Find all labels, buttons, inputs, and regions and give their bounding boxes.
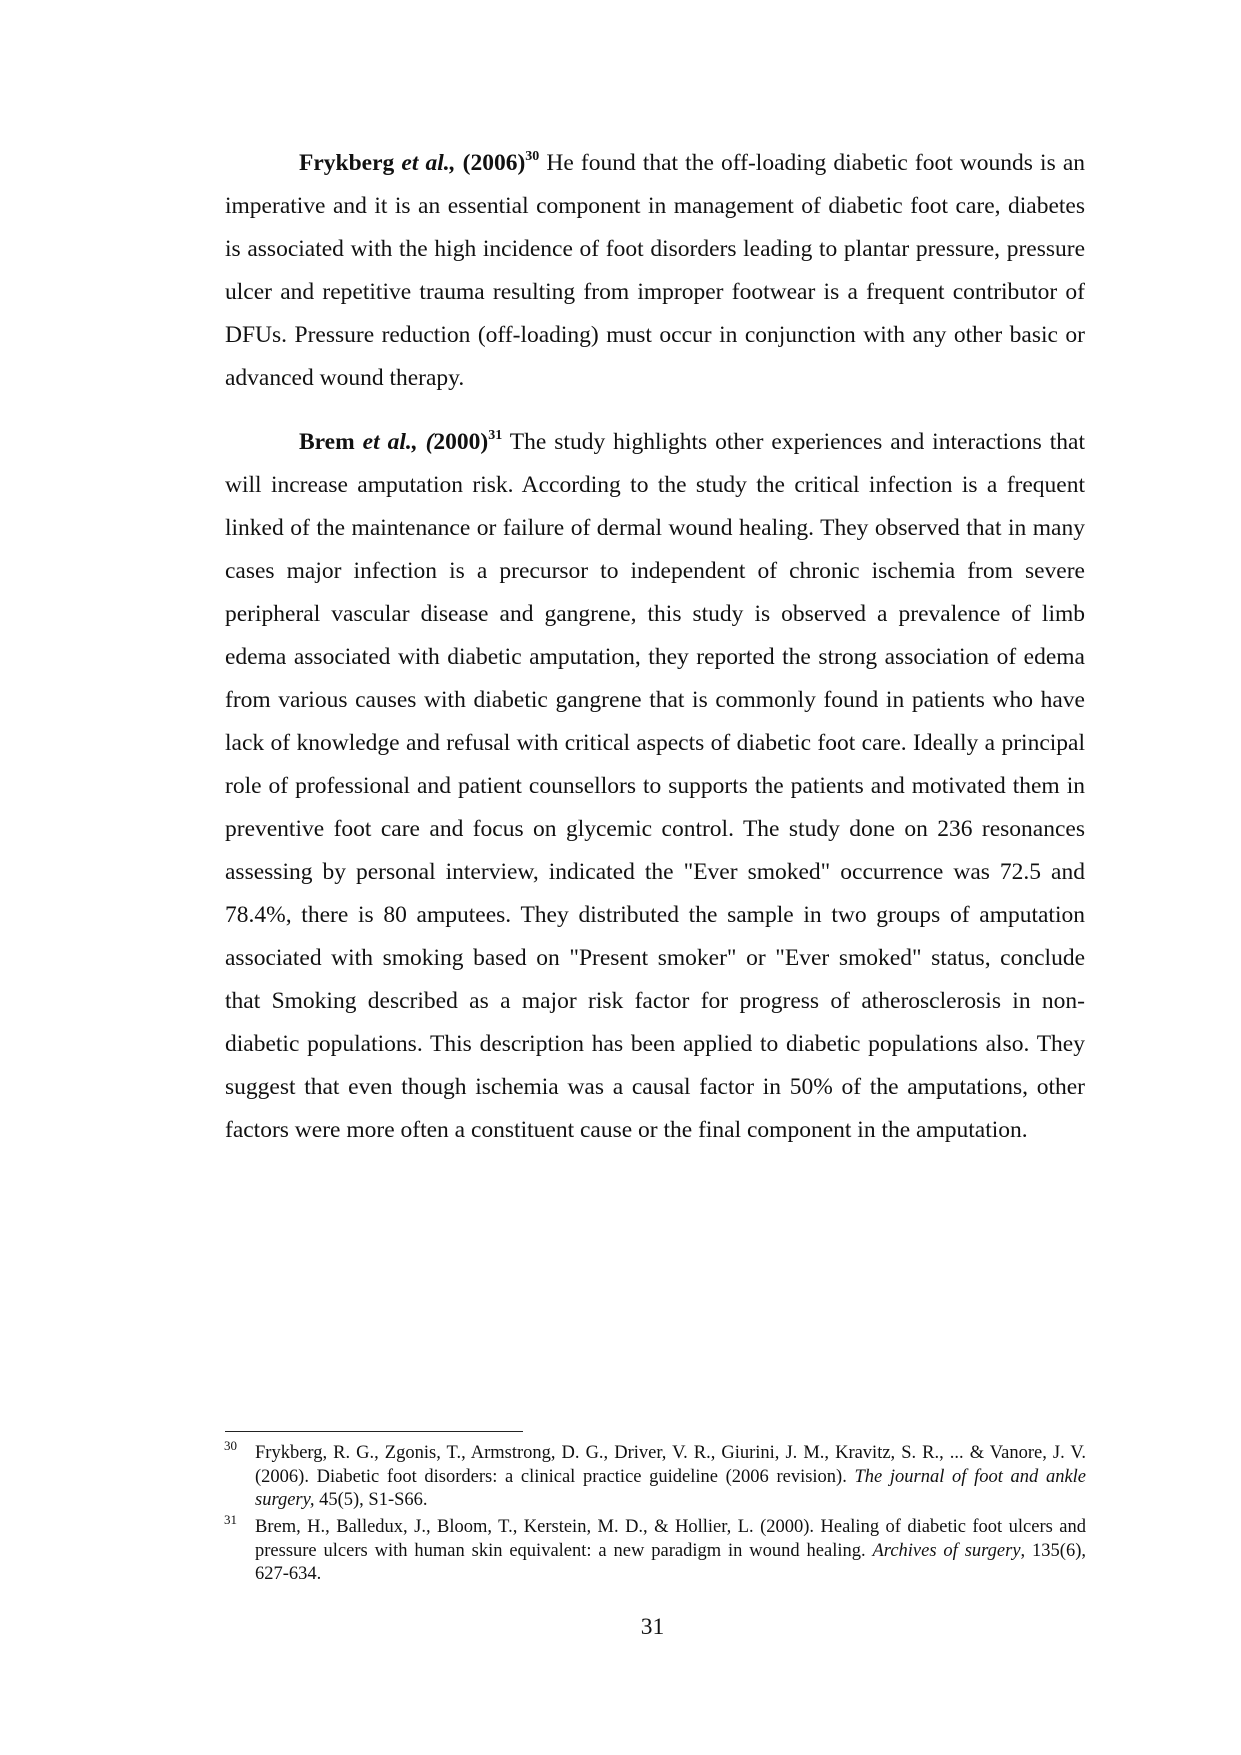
footnote-journal: The journal of foot and ankle surgery, [255, 1466, 1087, 1510]
footnote-text [255, 1442, 1086, 1513]
paragraph-body: The study highlights other experiences and interactions that will increase amputation risk. According to the study the critical infection is a frequent linked of the maintenance or failure of dermal wound healing. They observed that in many cases major infection is a precursor to independent of chronic ischemia from severe peripheral vascular disease and gangrene, this study is observed a prevalence of limb edema associated with diabetic amputation, they reported the strong association of edema from various causes with diabetic gangrene that is commonly found in patients who have lack of knowledge and refusal with critical aspects of diabetic foot care. Ideally a principal role of professional and patient counsellors to supports the patients and motivated them in preventive foot care and focus on glycemic control. The study done on 236 resonances assessing by personal interview, indicated the "Ever smoked" occurrence was 72.5 and 78.4%, there is 80 amputees. They distributed the sample in two groups of amputation associated with smoking based on "Present smoker" or "Ever smoked" status, conclude that Smoking described as a major risk factor for progress of atherosclerosis in non-diabetic populations. This description has been applied to diabetic populations also. They suggest that even though ischemia was a causal factor in 50% of the amputations, other factors were more often a constituent cause or the final component in the amputation. [225, 429, 1085, 1143]
citation-year: 2000) [433, 429, 489, 455]
citation-author: Frykberg [299, 150, 402, 176]
footnote-30 [224, 1438, 1087, 1513]
footnote-citation: Frykberg, R. G., Zgonis, T., Armstrong, D. G., Driver, V. R., Giurini, J. M., Kravitz, S. R., ... & Vanore, J. V. (2006). Diabetic foot disorders: a clinical practice guideline (2006 revision). [255, 1443, 1086, 1487]
footnote-volume: 45(5), S1-S66. [314, 1490, 428, 1510]
footnote-volume: , 135(6), 627-634. [255, 1540, 1087, 1584]
footnote-number: 30 [224, 1438, 237, 1453]
footnote-reference: 31 [488, 428, 503, 443]
footnote-citation: Brem, H., Balledux, J., Bloom, T., Kerstein, M. D., & Hollier, L. (2000). Healing of diabetic foot ulcers and pressure ulcers with human skin equivalent: a new paradigm in wound healing. [255, 1517, 1086, 1561]
footnote-journal: Archives of surgery [872, 1540, 1021, 1561]
citation-year: (2006) [455, 150, 526, 176]
footnote-reference: 30 [525, 149, 540, 164]
footnote-number: 31 [224, 1512, 237, 1527]
citation-author: Brem [299, 429, 363, 455]
citation-et-al: et al., ( [362, 429, 434, 455]
footnote-separator [225, 1431, 523, 1432]
citation-et-al: et al., [401, 150, 456, 176]
paragraph-brem [225, 421, 1085, 1152]
page-number: 31 [640, 1614, 665, 1640]
footnote-text [255, 1516, 1086, 1587]
paragraph-frykberg [225, 142, 1085, 400]
paragraph-body: He found that the off-loading diabetic foot wounds is an imperative and it is an essential component in management of diabetic foot care, diabetes is associated with the high incidence of foot disorders leading to plantar pressure, pressure ulcer and repetitive trauma resulting from improper footwear is a frequent contributor of DFUs. Pressure reduction (off-loading) must occur in conjunction with any other basic or advanced wound therapy. [225, 150, 1086, 391]
footnote-31 [224, 1512, 1087, 1587]
